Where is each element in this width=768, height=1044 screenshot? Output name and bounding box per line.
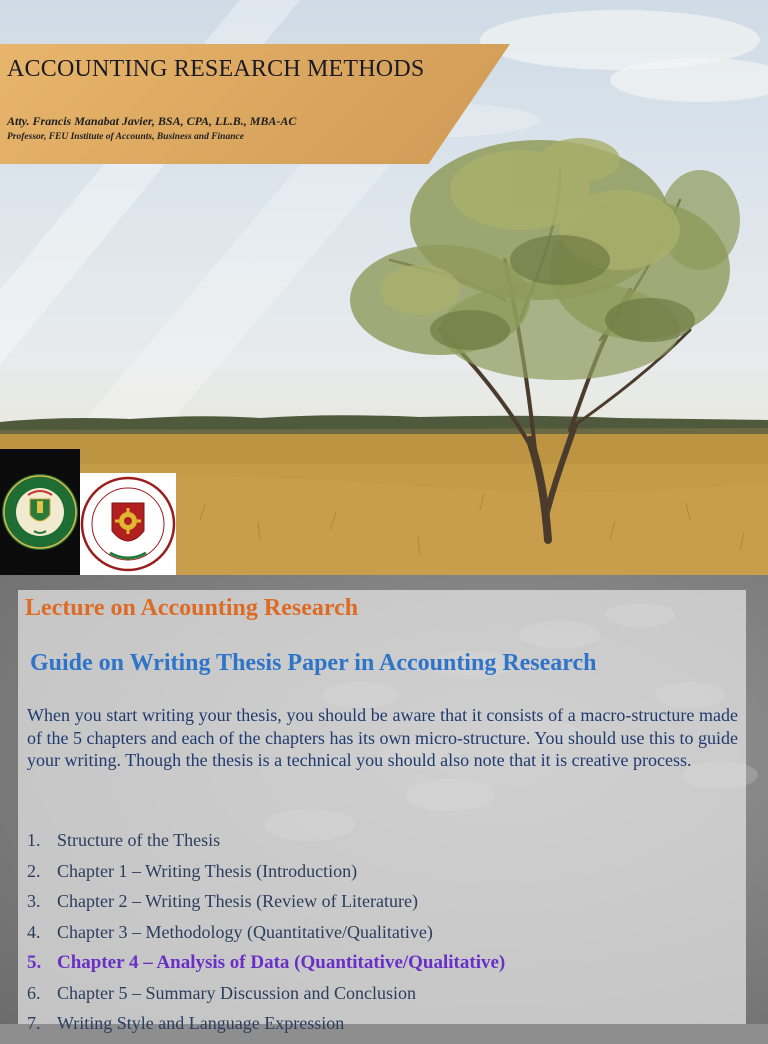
author-affiliation: Professor, FEU Institute of Accounts, Business and Finance <box>7 132 244 142</box>
intro-paragraph: When you start writing your thesis, you should be aware that it consists of a macro-structure made of the 5 chapters and each of the chapters has its own micro-structure. You should use this to guide your writing. Though the thesis is a technical you should also note that it is creative process. <box>27 705 738 770</box>
topic-item: 7. Writing Style and Language Expression <box>27 1013 345 1033</box>
topic-item: 4. Chapter 3 – Methodology (Quantitative/Qualitative) <box>27 921 433 942</box>
topic-item-highlighted: 5. Chapter 4 – Analysis of Data (Quantitative/Qualitative) <box>27 952 506 973</box>
author-name: Atty. Francis Manabat Javier, BSA, CPA, LL.B., MBA-AC <box>7 114 297 128</box>
topic-item: 1. Structure of the Thesis <box>27 830 221 850</box>
topic-item: 6. Chapter 5 – Summary Discussion and Conclusion <box>27 982 416 1003</box>
lecture-heading: Lecture on Accounting Research <box>25 595 359 621</box>
institute-seal-logo <box>80 473 176 575</box>
guide-heading: Guide on Writing Thesis Paper in Accounting Research <box>30 650 597 676</box>
feu-seal-logo <box>0 449 80 575</box>
presentation-title: ACCOUNTING RESEARCH METHODS <box>7 56 425 82</box>
topic-item: 3. Chapter 2 – Writing Thesis (Review of Literature) <box>27 891 419 911</box>
topic-item: 2. Chapter 1 – Writing Thesis (Introduction) <box>27 860 358 881</box>
topic-list <box>27 830 505 1044</box>
